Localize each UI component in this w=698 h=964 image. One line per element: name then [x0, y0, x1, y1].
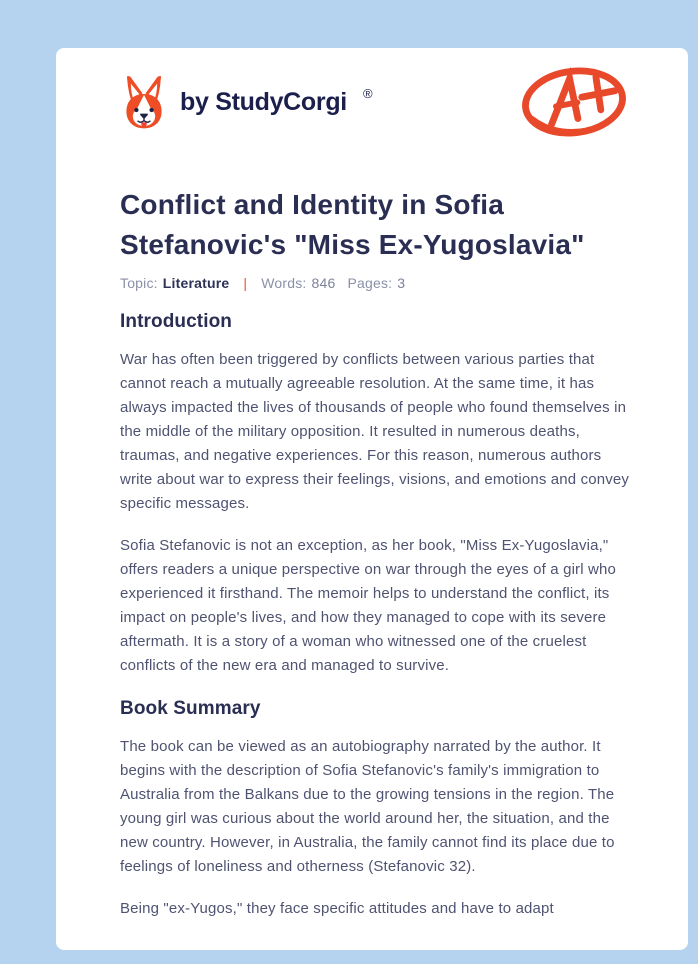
- pages-value: 3: [397, 275, 406, 291]
- words-value: 846: [311, 275, 336, 291]
- meta-divider: |: [243, 275, 248, 291]
- brand-link[interactable]: [120, 73, 373, 131]
- section-heading-introduction: Introduction: [120, 311, 233, 332]
- registered-trademark: ®: [362, 85, 373, 101]
- paragraph: Sofia Stefanovic is not an exception, as her book, "Miss Ex-Yugoslavia," offers readers a unique perspective on war through the eyes of a girl who experienced it firsthand. The memoir helps to understand the conflict, its impact on people's lives, and how they managed to cope with its severe aftermath. It is a story of a woman who witnessed one of the cruelest conflicts of the new era and managed to survive.: [120, 537, 616, 674]
- brand-name: by StudyCorgi: [180, 87, 347, 116]
- paragraph: The book can be viewed as an autobiography narrated by the author. It begins with the description of Sofia Stefanovic's family's immigration to Australia from the Balkans due to the growing tensions in the region. The young girl was curious about the world around her, the situation, and the new country. However, in Australia, the family cannot find its place due to feelings of loneliness and otherness (Stefanovic 32).: [120, 738, 615, 875]
- paragraph: Being "ex-Yugos," they face specific attitudes and have to adapt: [120, 900, 554, 917]
- document-card: [56, 48, 688, 950]
- paragraph: War has often been triggered by conflicts between various parties that cannot reach a mutually agreeable resolution. At the same time, it has always impacted the lives of thousands of people who found themselves in the middle of the military opposition. It resulted in numerous deaths, traumas, and negative experiences. For this reason, numerous authors write about war to express their feelings, visions, and emotions and convey specific messages.: [120, 351, 630, 512]
- document-header: [120, 63, 629, 141]
- article-meta: [120, 275, 629, 291]
- section-heading-book-summary: Book Summary: [120, 698, 261, 719]
- topic-link[interactable]: Literature: [162, 275, 230, 291]
- pages-label: Pages:: [347, 275, 393, 291]
- topic-label: Topic:: [120, 275, 158, 291]
- words-label: Words:: [261, 275, 307, 291]
- corgi-icon: [120, 73, 168, 131]
- a-plus-grade-icon: [519, 63, 629, 141]
- page-title: Conflict and Identity in Sofia Stefanovic's "Miss Ex-Yugoslavia": [120, 189, 585, 260]
